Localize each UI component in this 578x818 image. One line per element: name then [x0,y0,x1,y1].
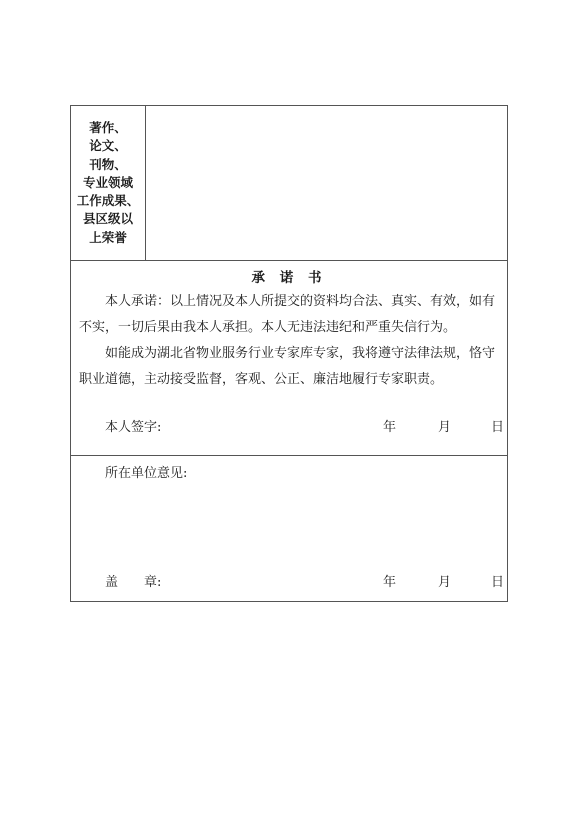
seal-month: 月 [438,575,452,590]
works-label-line: 工作成果、 [76,193,140,209]
seal-year: 年 [383,575,397,590]
row-divider-2 [71,455,507,456]
signature-year: 年 [383,420,397,435]
works-content-cell[interactable] [146,106,508,260]
pledge-para2-line2: 职业道德，主动接受监督，客观、公正、廉洁地履行专家职责。 [79,372,444,387]
works-label-cell [71,106,145,260]
seal-day: 日 [491,575,505,590]
pledge-para2-line1: 如能成为湖北省物业服务行业专家库专家，我将遵守法律法规，恪守 [105,346,496,361]
signature-month: 月 [438,420,452,435]
works-label-line: 上荣誉 [89,229,127,245]
signature-label: 本人签字: [105,420,162,435]
pledge-title: 承 诺 书 [251,270,327,286]
works-label-line: 论文、 [89,138,127,154]
pledge-para1-line1: 本人承诺：以上情况及本人所提交的资料均合法、真实、有效，如有 [105,294,496,309]
row-divider-1 [71,260,507,261]
works-label-line: 专业领域 [82,174,133,190]
works-label-line: 县区级以 [82,211,133,227]
works-label-line: 刊物、 [89,156,127,172]
unit-opinion-label: 所在单位意见: [105,466,188,481]
signature-day: 日 [491,420,505,435]
works-label-line: 著作、 [89,120,127,136]
form-table [70,105,508,602]
pledge-para1-line2: 不实，一切后果由我本人承担。本人无违法违纪和严重失信行为。 [79,320,457,335]
seal-label: 盖 章: [105,575,162,590]
